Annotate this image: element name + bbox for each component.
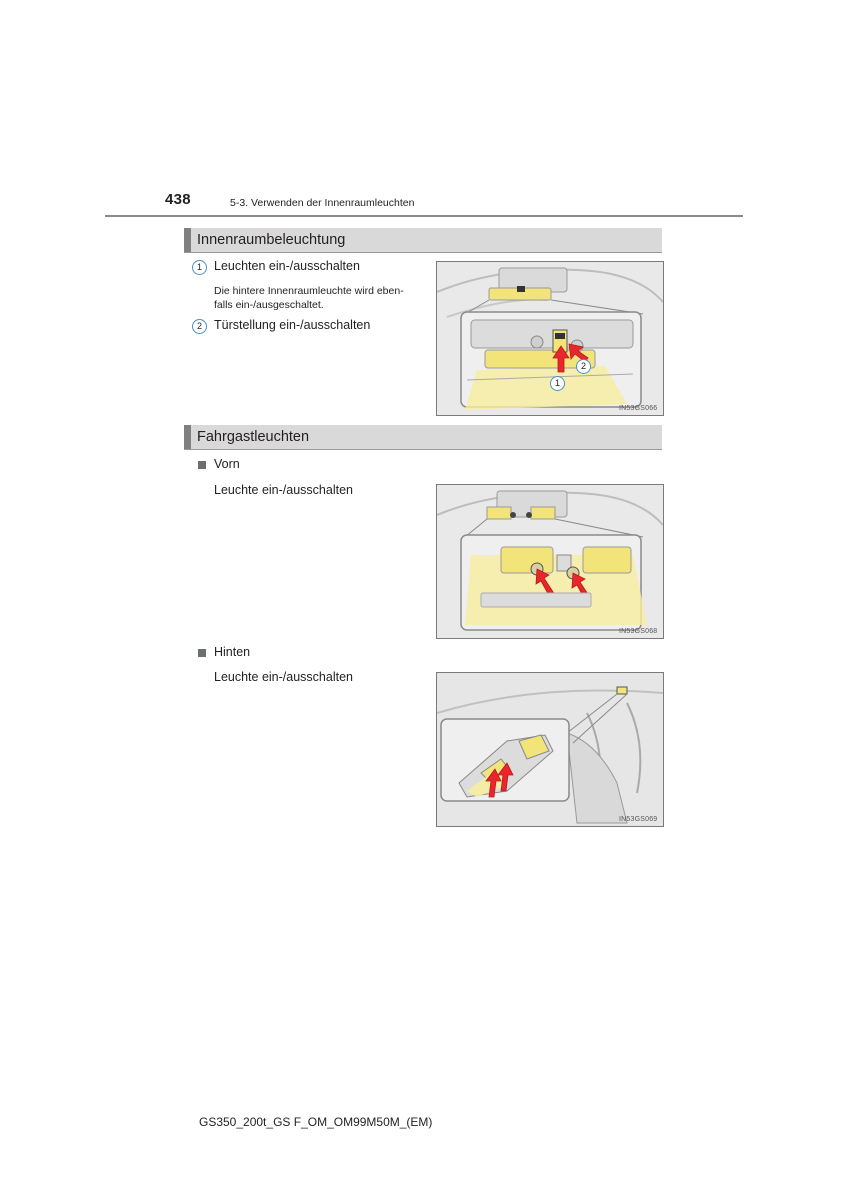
section-heading-tab [184,425,191,449]
figure-callout-2: 2 [576,359,591,374]
header-rule [105,215,743,217]
figure-interior-lights-switch [436,261,664,416]
figure-code: IN53GS068 [619,628,658,635]
item-note-line-2: falls ein-/ausgeschaltet. [214,299,324,311]
figure-code: IN53GS066 [619,405,658,412]
item-number-1: 1 [192,260,207,275]
subsection-text-hinten: Leuchte ein-/ausschalten [214,670,353,684]
subheading-hinten: Hinten [214,645,251,659]
subsection-text-vorn: Leuchte ein-/ausschalten [214,483,353,497]
bullet-square [198,649,206,657]
section-heading-fahrgastleuchten [184,425,662,450]
running-head: 5-3. Verwenden der Innenraumleuchten [230,197,415,209]
figure-front-personal-lights [436,484,664,639]
item-note-line-1: Die hintere Innenraumleuchte wird eben- [214,285,404,297]
item-text-2: Türstellung ein-/ausschalten [214,318,371,332]
subheading-vorn: Vorn [214,457,240,471]
item-text-1: Leuchten ein-/ausschalten [214,259,360,273]
figure-illustration [437,262,663,415]
page-number: 438 [165,191,191,208]
figure-illustration [437,485,663,638]
figure-code: IN53GS069 [619,816,658,823]
section-title: Fahrgastleuchten [197,429,310,445]
figure-illustration [437,673,663,826]
section-title: Innenraumbeleuchtung [197,232,346,248]
section-heading-tab [184,228,191,252]
item-number-2: 2 [192,319,207,334]
figure-rear-personal-lights [436,672,664,827]
bullet-square [198,461,206,469]
footer-document-code: GS350_200t_GS F_OM_OM99M50M_(EM) [199,1115,433,1129]
figure-callout-1: 1 [550,376,565,391]
section-heading-innenraumbeleuchtung [184,228,662,253]
